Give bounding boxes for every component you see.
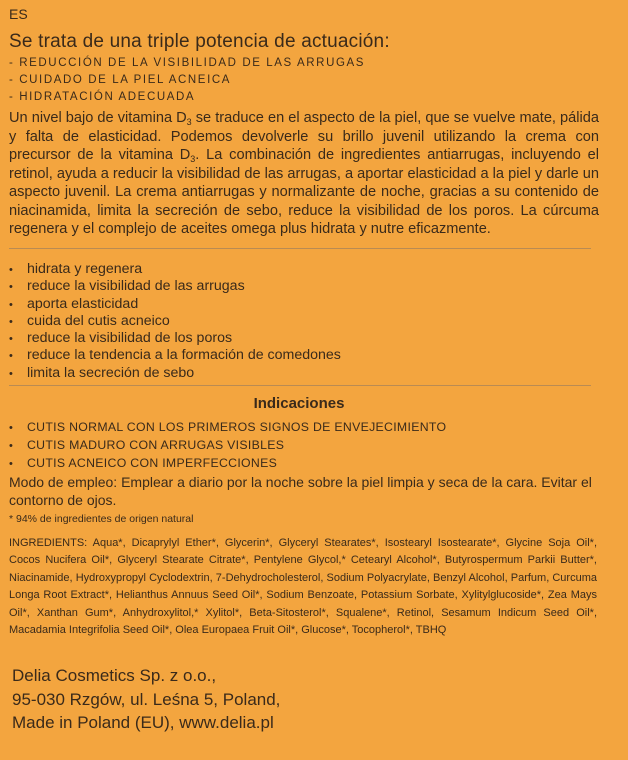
list-item: • hidrata y regenera: [9, 261, 143, 277]
bullet-icon: •: [9, 264, 13, 276]
natural-origin-note: * 94% de ingredientes de origen natural: [9, 513, 194, 525]
bullet-icon: •: [9, 333, 13, 346]
list-item: • cuida del cutis acneico: [9, 312, 170, 329]
subscript: 3: [190, 154, 196, 164]
company-line: Made in Poland (EU), www.delia.pl: [12, 713, 274, 732]
bullet-icon: •: [9, 367, 13, 380]
list-item: • CUTIS MADURO CON ARRUGAS VISIBLES: [9, 437, 446, 455]
bullet-icon: •: [9, 440, 14, 452]
subscript: 3: [186, 117, 192, 127]
list-item: • CUTIS NORMAL CON LOS PRIMEROS SIGNOS DE ENVEJECIMIENTO: [9, 419, 446, 437]
action-list: [9, 55, 365, 106]
list-item: • CUTIS ACNEICO CON IMPERFECCIONES: [9, 455, 446, 473]
bullet-icon: •: [9, 281, 13, 294]
list-item: • limita la secreción de sebo: [9, 364, 195, 381]
divider: [9, 385, 591, 386]
list-item: • reduce la visibilidad de las arrugas: [9, 278, 245, 295]
language-code: ES: [9, 6, 28, 22]
list-item: • reduce la tendencia a la formación de comedones: [9, 347, 341, 364]
indications-title: Indicaciones: [253, 395, 345, 412]
company-line: 95-030 Rzgów, ul. Leśna 5, Poland,: [12, 689, 281, 709]
action-item: - REDUCCIÓN DE LA VISIBILIDAD DE LAS ARRUGAS: [9, 57, 366, 69]
bullet-icon: •: [9, 315, 13, 328]
list-item: • reduce la visibilidad de los poros: [9, 330, 233, 347]
bullet-icon: •: [9, 458, 14, 470]
action-item: - HIDRATACIÓN ADECUADA: [9, 91, 196, 103]
headline: Se trata de una triple potencia de actuación:: [9, 31, 390, 52]
description-text: se traduce en el aspecto de la piel, que se vuelve mate, pálida y falta de elasticidad. Podemos devolverle su brillo juvenil utilizando la crema con precursor de la vitamina D: [9, 110, 599, 163]
action-item: - CUIDADO DE LA PIEL ACNEICA: [9, 74, 232, 86]
divider: [9, 248, 591, 249]
bullet-icon: •: [9, 350, 13, 363]
description-text: Un nivel bajo de vitamina D: [9, 110, 187, 126]
usage-instructions: Modo de empleo: Emplear a diario por la noche sobre la piel limpia y seca de la cara. Evitar el contorno de ojos.: [9, 474, 592, 508]
bullet-icon: •: [9, 422, 14, 434]
indications-list: [9, 419, 446, 473]
benefits-list: [9, 261, 341, 382]
company-address: [12, 664, 280, 735]
description-text: . La combinación de ingredientes antiarrugas, incluyendo el retinol, ayuda a reducir la visibilidad de las arrugas, a aportar elasticidad a la piel y darle un aspecto juvenil. La crema antiarrugas y normalizante de noche, gracias a su contenido de niacinamida, limita la secreción de sebo, reduce la visibilidad de los poros. La cúrcuma regenera y el complejo de aceites omega plus hidrata y nutre eficazmente.: [9, 147, 599, 237]
description-paragraph: [9, 109, 599, 239]
bullet-icon: •: [9, 298, 13, 311]
ingredients-list: INGREDIENTS: Aqua*, Dicaprylyl Ether*, Glycerin*, Glyceryl Stearates*, Isostearyl Isostearate*, Glycine Soja Oil*, Cocos Nucifera Oil*, Glyceryl Stearate Citrate*, Pentylene Glycol,* Cetearyl Alcohol*, Butyrospermum Parkii Butter*, Niacinamide, Hydroxypropyl Cyclodextrin, 7-Dehydrocholesterol, Sodium Polyacrylate, Benzyl Alcohol, Parfum, Curcuma Longa Root Extract*, Helianthus Annuus Seed Oil*, Sodium Benzoate, Potassium Sorbate, Xylitylglucoside*, Zea Mays Oil*, Xanthan Gum*, Anhydroxylitol,* Xylitol*, Beta-Sitosterol*, Squalene*, Retinol, Sesamum Indicum Seed Oil*, Macadamia Integrifolia Seed Oil*, Olea Europaea Fruit Oil*, Glucose*, Tocopherol*, TBHQ: [9, 537, 597, 637]
list-item: • aporta elasticidad: [9, 295, 139, 312]
company-line: Delia Cosmetics Sp. z o.o.,: [12, 666, 217, 685]
